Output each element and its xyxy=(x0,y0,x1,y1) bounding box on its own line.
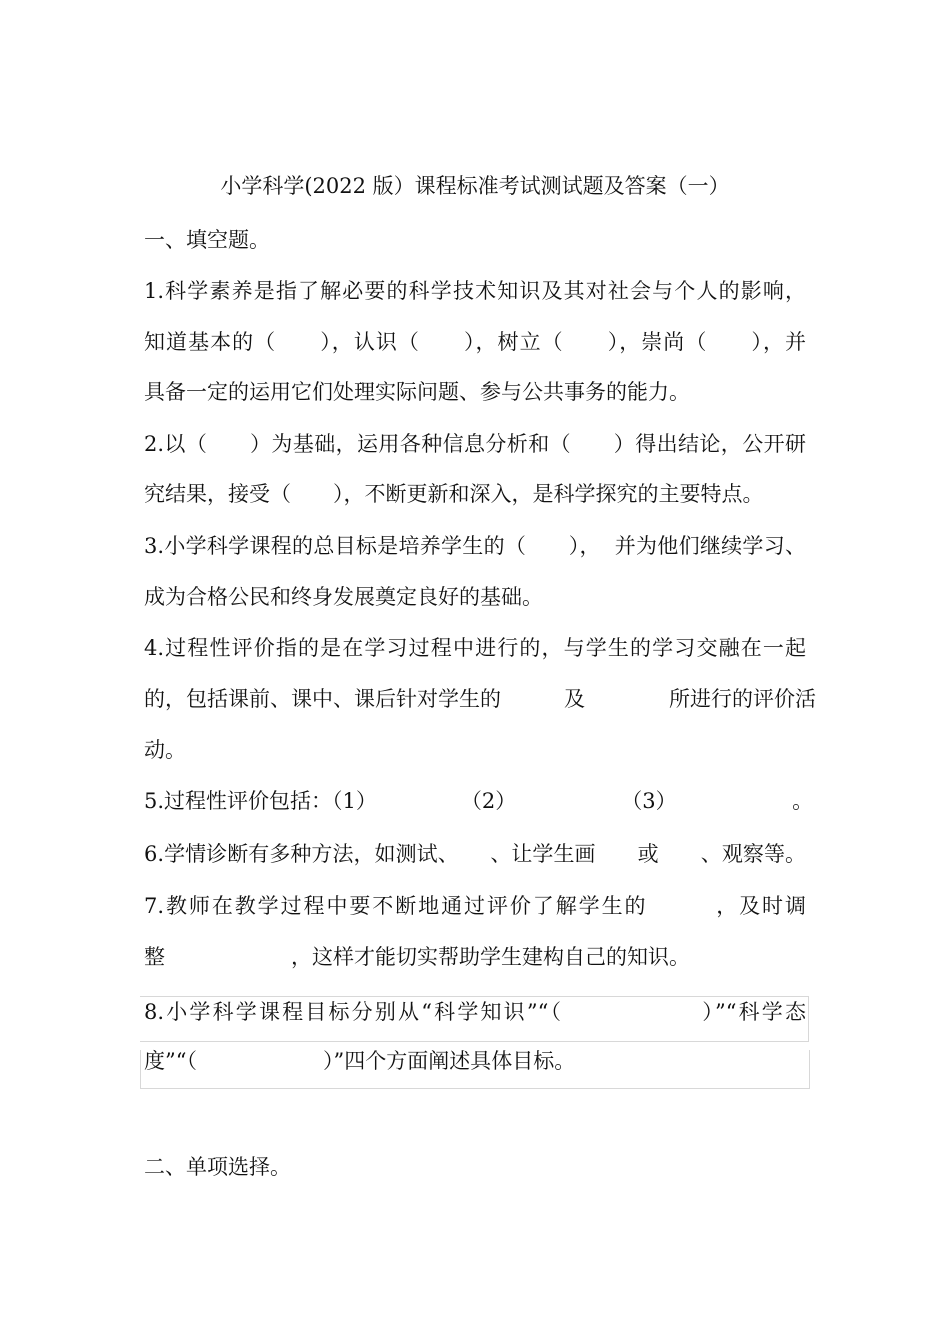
section-heading-single-choice: 二、单项选择。 xyxy=(144,1155,291,1179)
question-8-line-2: 度”“（ ）”四个方面阐述具体目标。 xyxy=(144,1049,576,1073)
document-title: 小学科学(2022 版）课程标准考试测试题及答案（一） xyxy=(220,174,730,198)
question-1-line-3: 具备一定的运用它们处理实际问题、参与公共事务的能力。 xyxy=(144,380,690,404)
question-1-line-2: 知道基本的（ ），认识（ ），树立（ ），崇尚（ ），并 xyxy=(144,330,806,354)
section-heading-fill-blanks: 一、填空题。 xyxy=(144,228,270,252)
question-2-line-2: 究结果，接受（ ），不断更新和深入，是科学探究的主要特点。 xyxy=(144,482,764,506)
question-5: 5.过程性评价包括：（1） （2） （3） 。 xyxy=(144,789,814,813)
question-1-line-1: 1.科学素养是指了解必要的科学技术知识及其对社会与个人的影响， xyxy=(144,279,806,303)
question-8-line-1: 8.小学科学课程目标分别从“科学知识”“（ ）”“科学态 xyxy=(144,1000,806,1024)
question-6: 6.学情诊断有多种方法，如测试、 、让学生画 或 、观察等。 xyxy=(144,842,806,866)
question-2-line-1: 2.以（ ）为基础，运用各种信息分析和（ ）得出结论，公开研 xyxy=(144,432,806,456)
question-4-line-2: 的，包括课前、课中、课后针对学生的 及 所进行的评价活 xyxy=(144,687,816,711)
question-3-line-1: 3.小学科学课程的总目标是培养学生的（ ）， 并为他们继续学习、 xyxy=(144,534,806,558)
question-4-line-3: 动。 xyxy=(144,738,186,762)
question-7-line-1: 7.教师在教学过程中要不断地通过评价了解学生的 ，及时调 xyxy=(144,894,806,918)
question-7-line-2: 整 ，这样才能切实帮助学生建构自己的知识。 xyxy=(144,945,690,969)
question-3-line-2: 成为合格公民和终身发展奠定良好的基础。 xyxy=(144,585,543,609)
question-4-line-1: 4.过程性评价指的是在学习过程中进行的，与学生的学习交融在一起 xyxy=(144,636,806,660)
